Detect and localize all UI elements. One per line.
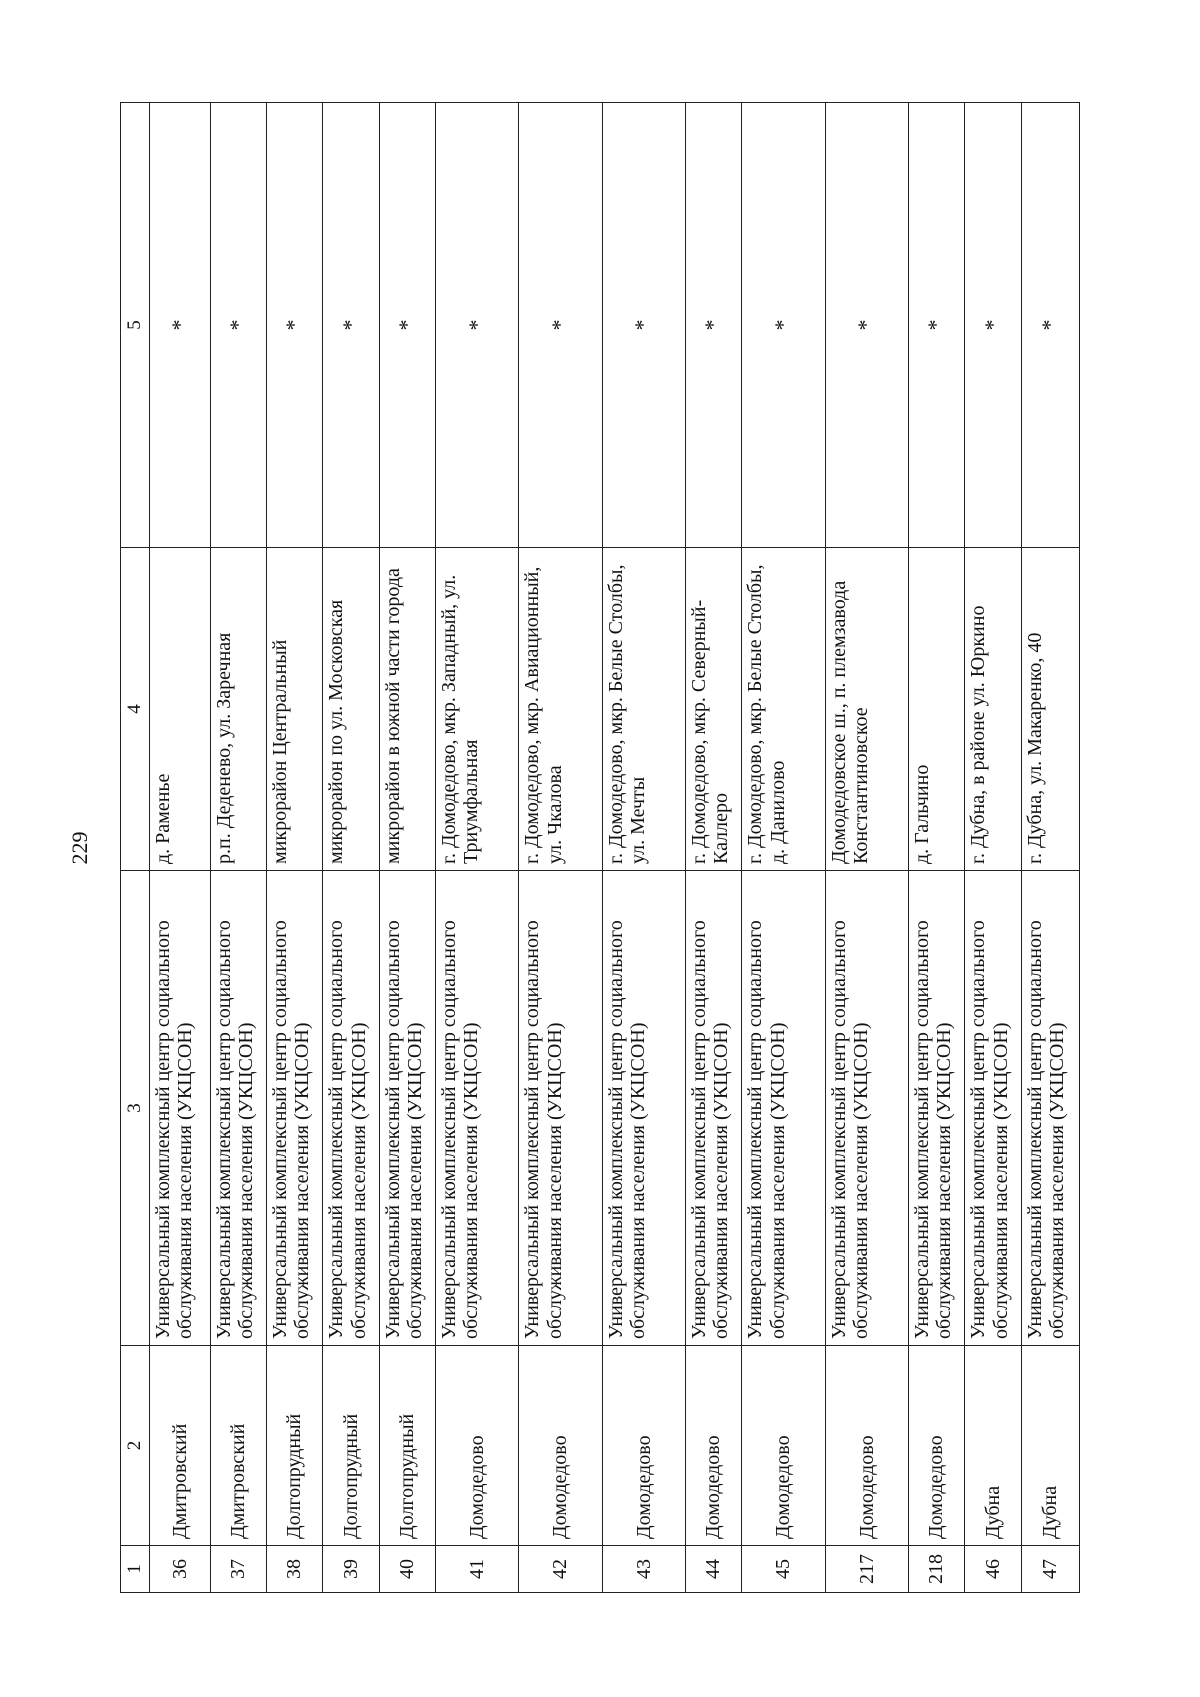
address-cell: г. Домодедово, мкр. Белые Столбы, ул. Мечты [602, 548, 685, 871]
table-row [825, 103, 908, 1593]
mark-cell: * [825, 103, 908, 548]
address-cell: г. Дубна, ул. Макаренко, 40 [1021, 548, 1080, 871]
service-cell: Универсальный комплексный центр социального обслуживания населения (УКЦСОН) [908, 871, 964, 1346]
mark-cell: * [965, 103, 1021, 548]
table-row [519, 103, 602, 1593]
service-cell: Универсальный комплексный центр социального обслуживания населения (УКЦСОН) [685, 871, 741, 1346]
address-cell: микрорайон Центральный [266, 548, 322, 871]
address-cell: Домодедовское ш., п. племзавода Константиновское [825, 548, 908, 871]
mark-cell: * [435, 103, 518, 548]
data-table [120, 102, 1080, 1593]
column-header: 4 [121, 548, 150, 871]
row-number: 44 [685, 1546, 741, 1593]
row-number: 42 [519, 1546, 602, 1593]
column-header: 1 [121, 1546, 150, 1593]
district-cell: Долгопрудный [266, 1346, 322, 1546]
table-row [379, 103, 435, 1593]
service-cell: Универсальный комплексный центр социального обслуживания населения (УКЦСОН) [210, 871, 266, 1346]
table-row [266, 103, 322, 1593]
district-cell: Домодедово [685, 1346, 741, 1546]
district-cell: Домодедово [908, 1346, 964, 1546]
district-cell: Долгопрудный [323, 1346, 379, 1546]
row-number: 47 [1021, 1546, 1080, 1593]
page-number: 229 [67, 831, 92, 865]
district-cell: Домодедово [435, 1346, 518, 1546]
address-cell: р.п. Деденево, ул. Заречная [210, 548, 266, 871]
mark-cell: * [379, 103, 435, 548]
district-cell: Дубна [965, 1346, 1021, 1546]
row-number: 218 [908, 1546, 964, 1593]
table-row [323, 103, 379, 1593]
mark-cell: * [266, 103, 322, 548]
table-row [685, 103, 741, 1593]
mark-cell: * [150, 103, 211, 548]
service-cell: Универсальный комплексный центр социального обслуживания населения (УКЦСОН) [435, 871, 518, 1346]
mark-cell: * [602, 103, 685, 548]
service-cell: Универсальный комплексный центр социального обслуживания населения (УКЦСОН) [323, 871, 379, 1346]
table-body [150, 103, 1080, 1593]
table-row [742, 103, 825, 1593]
mark-cell: * [1021, 103, 1080, 548]
row-number: 36 [150, 1546, 211, 1593]
service-cell: Универсальный комплексный центр социального обслуживания населения (УКЦСОН) [965, 871, 1021, 1346]
table-row [908, 103, 964, 1593]
district-cell: Домодедово [742, 1346, 825, 1546]
row-number: 46 [965, 1546, 1021, 1593]
mark-cell: * [685, 103, 741, 548]
mark-cell: * [210, 103, 266, 548]
column-header: 2 [121, 1346, 150, 1546]
address-cell: г. Домодедово, мкр. Северный- Каллеро [685, 548, 741, 871]
address-cell: микрорайон в южной части города [379, 548, 435, 871]
service-cell: Универсальный комплексный центр социального обслуживания населения (УКЦСОН) [266, 871, 322, 1346]
address-cell: г. Домодедово, мкр. Западный, ул. Триумфальная [435, 548, 518, 871]
table-row [435, 103, 518, 1593]
table-row [210, 103, 266, 1593]
address-cell: д. Раменье [150, 548, 211, 871]
row-number: 37 [210, 1546, 266, 1593]
header-row [121, 103, 150, 1593]
district-cell: Домодедово [519, 1346, 602, 1546]
table-row [150, 103, 211, 1593]
district-cell: Домодедово [602, 1346, 685, 1546]
table-row [1021, 103, 1080, 1593]
service-cell: Универсальный комплексный центр социального обслуживания населения (УКЦСОН) [602, 871, 685, 1346]
table-row [965, 103, 1021, 1593]
row-number: 38 [266, 1546, 322, 1593]
table-container [120, 103, 1080, 1593]
mark-cell: * [519, 103, 602, 548]
address-cell: г. Дубна, в районе ул. Юркино [965, 548, 1021, 871]
column-header: 5 [121, 103, 150, 548]
mark-cell: * [742, 103, 825, 548]
address-cell: г. Домодедово, мкр. Авиационный, ул. Чкалова [519, 548, 602, 871]
table-row [602, 103, 685, 1593]
address-cell: г. Домодедово, мкр. Белые Столбы, д. Данилово [742, 548, 825, 871]
service-cell: Универсальный комплексный центр социального обслуживания населения (УКЦСОН) [825, 871, 908, 1346]
service-cell: Универсальный комплексный центр социального обслуживания населения (УКЦСОН) [150, 871, 211, 1346]
service-cell: Универсальный комплексный центр социального обслуживания населения (УКЦСОН) [1021, 871, 1080, 1346]
mark-cell: * [323, 103, 379, 548]
district-cell: Дмитровский [150, 1346, 211, 1546]
service-cell: Универсальный комплексный центр социального обслуживания населения (УКЦСОН) [519, 871, 602, 1346]
district-cell: Дубна [1021, 1346, 1080, 1546]
district-cell: Долгопрудный [379, 1346, 435, 1546]
row-number: 217 [825, 1546, 908, 1593]
column-header: 3 [121, 871, 150, 1346]
service-cell: Универсальный комплексный центр социального обслуживания населения (УКЦСОН) [742, 871, 825, 1346]
address-cell: микрорайон по ул. Московская [323, 548, 379, 871]
mark-cell: * [908, 103, 964, 548]
row-number: 41 [435, 1546, 518, 1593]
address-cell: д. Гальчино [908, 548, 964, 871]
row-number: 39 [323, 1546, 379, 1593]
service-cell: Универсальный комплексный центр социального обслуживания населения (УКЦСОН) [379, 871, 435, 1346]
row-number: 45 [742, 1546, 825, 1593]
row-number: 43 [602, 1546, 685, 1593]
district-cell: Дмитровский [210, 1346, 266, 1546]
district-cell: Домодедово [825, 1346, 908, 1546]
row-number: 40 [379, 1546, 435, 1593]
